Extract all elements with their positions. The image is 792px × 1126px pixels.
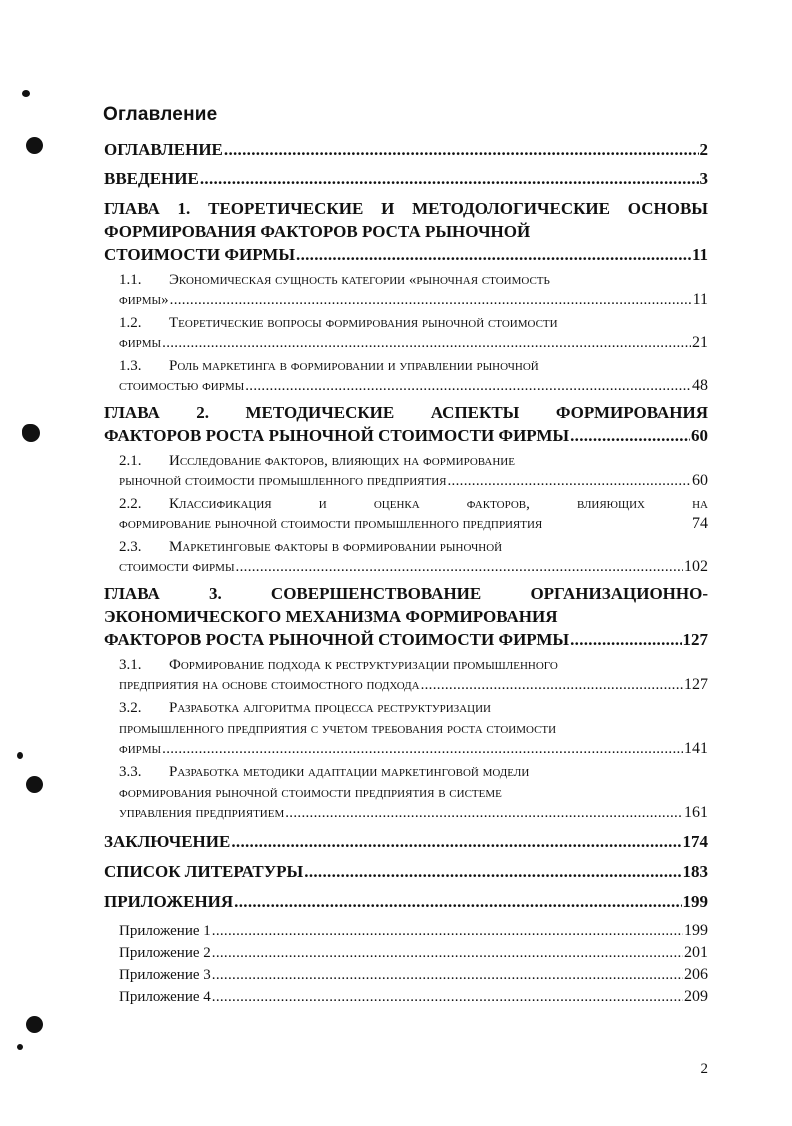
leader-dots <box>285 805 683 822</box>
section-number: 1.1. <box>119 272 142 288</box>
appendix-title: Приложение 1 <box>119 923 211 939</box>
leader-dots <box>448 473 692 490</box>
toc-entry-page: 2 <box>699 140 708 159</box>
punch-hole-mark <box>26 137 43 154</box>
section-title-line: Исследование факторов, влияющих на формирование <box>169 453 515 469</box>
section-title-line: Классификация и оценка факторов, влияющих на <box>169 496 708 512</box>
leader-dots <box>162 741 683 758</box>
toc-entry-title: ЗАКЛЮЧЕНИЕ <box>104 832 231 851</box>
section-title-line: Экономическая сущность категории «рыночная стоимость <box>169 272 550 288</box>
leader-dots <box>296 243 691 266</box>
leader-dots <box>245 378 691 395</box>
leader-dots <box>231 830 681 854</box>
toc-entry[interactable] <box>104 167 708 191</box>
section-page: 141 <box>684 740 708 757</box>
leader-dots <box>421 677 683 694</box>
punch-hole-mark <box>26 1016 43 1033</box>
chapter-title-last-line <box>104 628 708 651</box>
appendix-title: Приложение 3 <box>119 967 211 983</box>
toc-entry-title: ПРИЛОЖЕНИЯ <box>104 892 234 911</box>
leader-dots <box>234 890 681 914</box>
appendix-title: Приложение 2 <box>119 945 211 961</box>
leader-dots <box>570 628 681 651</box>
section-title-line: промышленного предприятия с учетом требования роста стоимости <box>119 721 557 737</box>
chapter-title-last-line <box>104 243 708 266</box>
leader-dots <box>212 942 683 964</box>
appendix-page: 199 <box>684 922 708 939</box>
appendix-entry[interactable] <box>104 920 708 942</box>
leader-dots <box>224 138 699 162</box>
section-number: 1.3. <box>119 358 142 374</box>
section-3-3[interactable] <box>104 762 708 822</box>
section-title-line: Теоретические вопросы формирования рыночной стоимости <box>169 315 558 331</box>
toc-entry-page: 3 <box>699 169 708 188</box>
chapter-title-text: ФАКТОРОВ РОСТА РЫНОЧНОЙ СТОИМОСТИ ФИРМЫ <box>104 630 570 649</box>
chapter-page: 127 <box>682 630 708 649</box>
section-page: 127 <box>684 676 708 693</box>
section-2-2[interactable] <box>104 494 708 533</box>
toc-entry-title: ВВЕДЕНИЕ <box>104 169 199 188</box>
section-number: 3.1. <box>119 657 142 673</box>
section-title-end: фирмы <box>119 335 162 351</box>
section-number: 2.2. <box>119 496 142 512</box>
leader-dots <box>570 424 690 447</box>
leader-dots <box>304 860 681 884</box>
leader-dots <box>170 292 692 309</box>
chapter-3[interactable] <box>104 582 708 822</box>
chapter-title-text: ФАКТОРОВ РОСТА РЫНОЧНОЙ СТОИМОСТИ ФИРМЫ <box>104 426 570 445</box>
section-number: 3.3. <box>119 764 142 780</box>
appendix-page: 206 <box>684 966 708 983</box>
appendix-entry[interactable] <box>104 964 708 986</box>
section-title-end: формирование рыночной стоимости промышленного предприятия <box>119 516 543 532</box>
chapter-title-last-line <box>104 424 708 447</box>
appendix-title: Приложение 4 <box>119 989 211 1005</box>
section-page: 161 <box>684 804 708 821</box>
section-3-1[interactable] <box>104 655 708 694</box>
chapter-title-line: ГЛАВА 3. СОВЕРШЕНСТВОВАНИЕ ОРГАНИЗАЦИОННО- <box>104 584 708 603</box>
section-title-end: фирмы» <box>119 292 169 308</box>
section-2-3[interactable] <box>104 537 708 576</box>
section-number: 2.3. <box>119 539 142 555</box>
toc-entry-page: 199 <box>682 892 708 911</box>
scan-mark <box>22 90 30 97</box>
section-title-end: фирмы <box>119 741 162 757</box>
leader-dots <box>162 335 691 352</box>
section-number: 2.1. <box>119 453 142 469</box>
section-title-line: Роль маркетинга в формировании и управлении рыночной <box>169 358 539 374</box>
chapter-title-line: ФОРМИРОВАНИЯ ФАКТОРОВ РОСТА РЫНОЧНОЙ <box>104 222 531 241</box>
appendix-entry[interactable] <box>104 986 708 1008</box>
table-of-contents <box>104 138 708 1008</box>
appendix-entry[interactable] <box>104 942 708 964</box>
section-number: 1.2. <box>119 315 142 331</box>
chapter-title-line: ГЛАВА 1. ТЕОРЕТИЧЕСКИЕ И МЕТОДОЛОГИЧЕСКИЕ ОСНОВЫ <box>104 199 708 218</box>
toc-entry[interactable] <box>104 830 708 854</box>
chapter-page: 60 <box>691 426 708 445</box>
page-number: 2 <box>700 1061 708 1077</box>
leader-dots <box>212 920 683 942</box>
chapter-title-text: СТОИМОСТИ ФИРМЫ <box>104 245 296 264</box>
section-page: 74 <box>692 515 708 532</box>
section-page: 60 <box>692 472 708 489</box>
chapter-title-line: ГЛАВА 2. МЕТОДИЧЕСКИЕ АСПЕКТЫ ФОРМИРОВАНИЯ <box>104 403 708 422</box>
section-title-end: рыночной стоимости промышленного предприятия <box>119 473 447 489</box>
appendix-page: 209 <box>684 988 708 1005</box>
section-page: 11 <box>692 291 708 308</box>
leader-dots <box>236 559 683 576</box>
leader-dots <box>212 964 683 986</box>
punch-hole-mark <box>22 424 40 442</box>
chapter-2[interactable] <box>104 401 708 576</box>
section-title-line: Разработка методики адаптации маркетинговой модели <box>169 764 530 780</box>
section-1-3[interactable] <box>104 356 708 395</box>
appendix-page: 201 <box>684 944 708 961</box>
toc-entry-title: СПИСОК ЛИТЕРАТУРЫ <box>104 862 304 881</box>
section-1-1[interactable] <box>104 270 708 309</box>
scan-mark <box>17 752 23 759</box>
section-1-2[interactable] <box>104 313 708 352</box>
toc-entry[interactable] <box>104 860 708 884</box>
section-title-end: стоимости фирмы <box>119 559 235 575</box>
section-title-line: Разработка алгоритма процесса реструктуризации <box>169 700 491 716</box>
section-number: 3.2. <box>119 700 142 716</box>
section-title-end: управления предприятием <box>119 805 285 821</box>
leader-dots <box>200 167 699 191</box>
chapter-1[interactable] <box>104 197 708 395</box>
section-page: 102 <box>684 558 708 575</box>
section-title-line: формирования рыночной стоимости предприятия в системе <box>119 785 502 801</box>
toc-entry[interactable] <box>104 138 708 162</box>
chapter-page: 11 <box>691 245 708 264</box>
chapter-title-line: ЭКОНОМИЧЕСКОГО МЕХАНИЗМА ФОРМИРОВАНИЯ <box>104 607 558 626</box>
section-title-line: Формирование подхода к реструктуризации промышленного <box>169 657 558 673</box>
section-title-end: стоимостью фирмы <box>119 378 245 394</box>
section-2-1[interactable] <box>104 451 708 490</box>
section-page: 21 <box>692 334 708 351</box>
punch-hole-mark <box>26 776 43 793</box>
page-title: Оглавление <box>103 104 218 125</box>
toc-entry-page: 183 <box>682 862 708 881</box>
section-title-line: Маркетинговые факторы в формировании рыночной <box>169 539 503 555</box>
section-3-2[interactable] <box>104 698 708 758</box>
toc-entry[interactable] <box>104 890 708 914</box>
section-title-end: предприятия на основе стоимостного подхода <box>119 677 420 693</box>
leader-dots <box>212 986 683 1008</box>
scan-mark <box>17 1044 23 1050</box>
toc-entry-title: ОГЛАВЛЕНИЕ <box>104 140 223 159</box>
section-page: 48 <box>692 377 708 394</box>
toc-entry-page: 174 <box>682 832 708 851</box>
